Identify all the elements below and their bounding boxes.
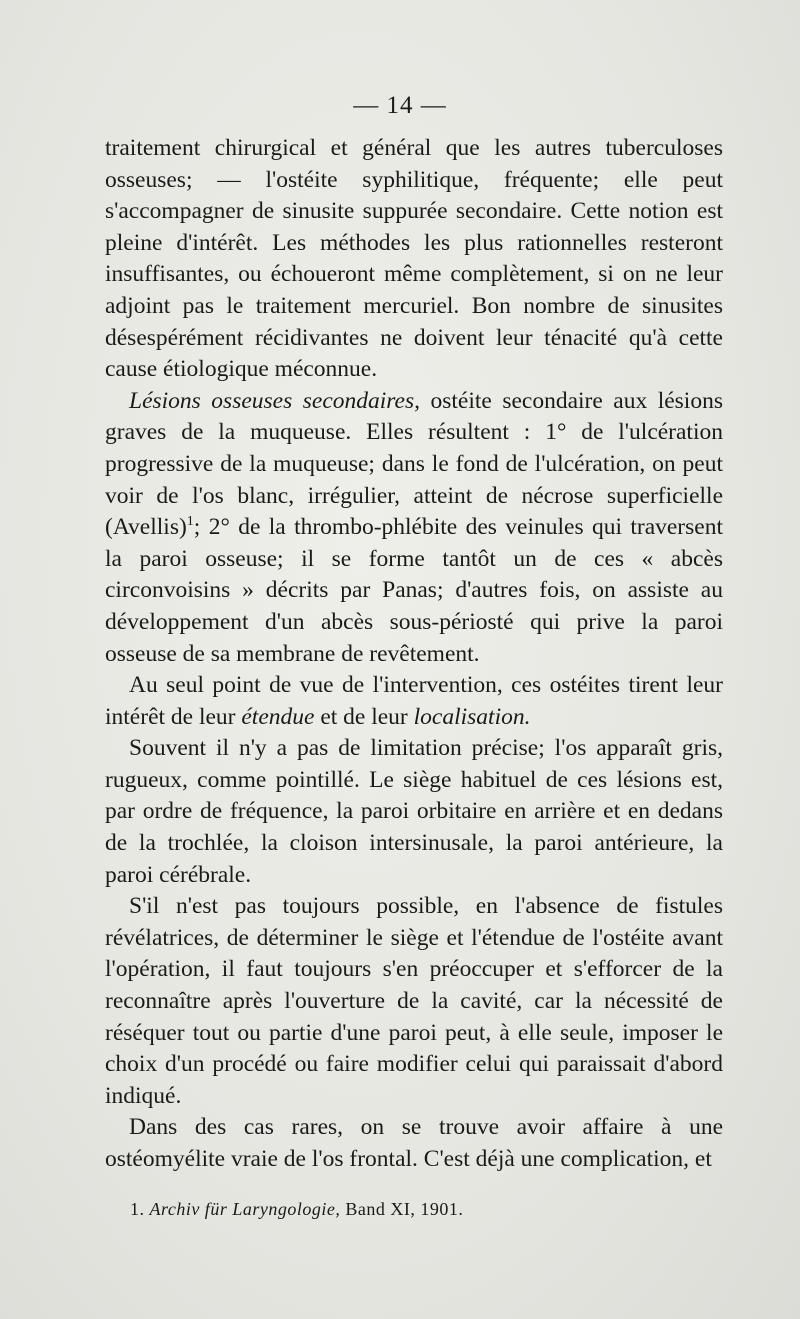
- paragraph-2-text-b: ; 2° de la thrombo-phlébite des veinules qui traversent la paroi osseuse; il se forme tantôt un de ces « abcès circonvoisins » décrits par Panas; d'autres fois, on assiste au développement d'un abcès sous-périosté qui prive la paroi osseuse de sa membrane de revêtement.: [105, 514, 723, 667]
- footnote-marker: 1: [186, 514, 194, 530]
- paragraph-5: S'il n'est pas toujours possible, en l'absence de fistules révélatrices, de déterminer le siège et l'étendue de l'ostéite avant l'opération, il faut toujours s'en préoccuper et s'efforcer de la reconnaître après l'ouverture de la cavité, car la nécessité de réséquer tout ou partie d'une paroi peut, à elle seule, imposer le choix d'un procédé ou faire modifier celui qui paraissait d'abord indiqué.: [105, 893, 723, 1109]
- page-number: — 14 —: [353, 92, 447, 119]
- paragraph-2-text-a: ostéite secondaire aux lésions graves de la muqueuse. Elles résultent : 1° de l'ulcération progressive de la muqueuse; dans le fond de l'ulcération, on peut voir de l'os blanc, irrégulier, atteint de nécrose superficielle (Avellis): [105, 387, 723, 541]
- footnote-rest: Band XI, 1901.: [340, 1199, 464, 1219]
- paragraph-3-italic-2: localisation.: [413, 703, 531, 730]
- paragraph-3-text-a: Au seul point de vue de l'intervention, ces ostéites tirent leur intérêt de leur: [105, 672, 723, 730]
- section-heading-italic: Lésions osseuses secondaires,: [129, 387, 420, 414]
- paragraph-3-italic-1: étendue: [241, 703, 315, 730]
- paragraph-4: Souvent il n'y a pas de limitation précise; l'os apparaît gris, rugueux, comme pointillé. Le siège habituel de ces lésions est, par ordre de fréquence, la paroi orbitaire en arrière et en dedans de la trochlée, la cloison intersinusale, la paroi antérieure, la paroi cérébrale.: [105, 735, 723, 888]
- footnote-title: Archiv für Laryngologie,: [149, 1199, 341, 1219]
- footnote-number: 1.: [130, 1199, 145, 1219]
- paragraph-1: traitement chirurgical et général que les autres tuberculoses osseuses; — l'ostéite syphilitique, fréquente; elle peut s'accompagner de sinusite suppurée secondaire. Cette notion est pleine d'intérêt. Les méthodes les plus rationnelles resteront insuffisantes, ou échoueront même complètement, si on ne leur adjoint pas le traitement mercuriel. Bon nombre de sinusites désespérément récidivantes ne doivent leur ténacité qu'à cette cause étiologique méconnue.: [105, 135, 723, 383]
- paragraph-2: [105, 386, 723, 670]
- paragraph-3: [105, 670, 723, 733]
- body-text: [105, 133, 723, 1176]
- footnote: [130, 1199, 730, 1220]
- paragraph-6: Dans des cas rares, on se trouve avoir affaire à une ostéomyélite vraie de l'os frontal. C'est déjà une complication, et: [105, 1114, 723, 1172]
- paragraph-3-text-b: et de leur: [314, 703, 414, 730]
